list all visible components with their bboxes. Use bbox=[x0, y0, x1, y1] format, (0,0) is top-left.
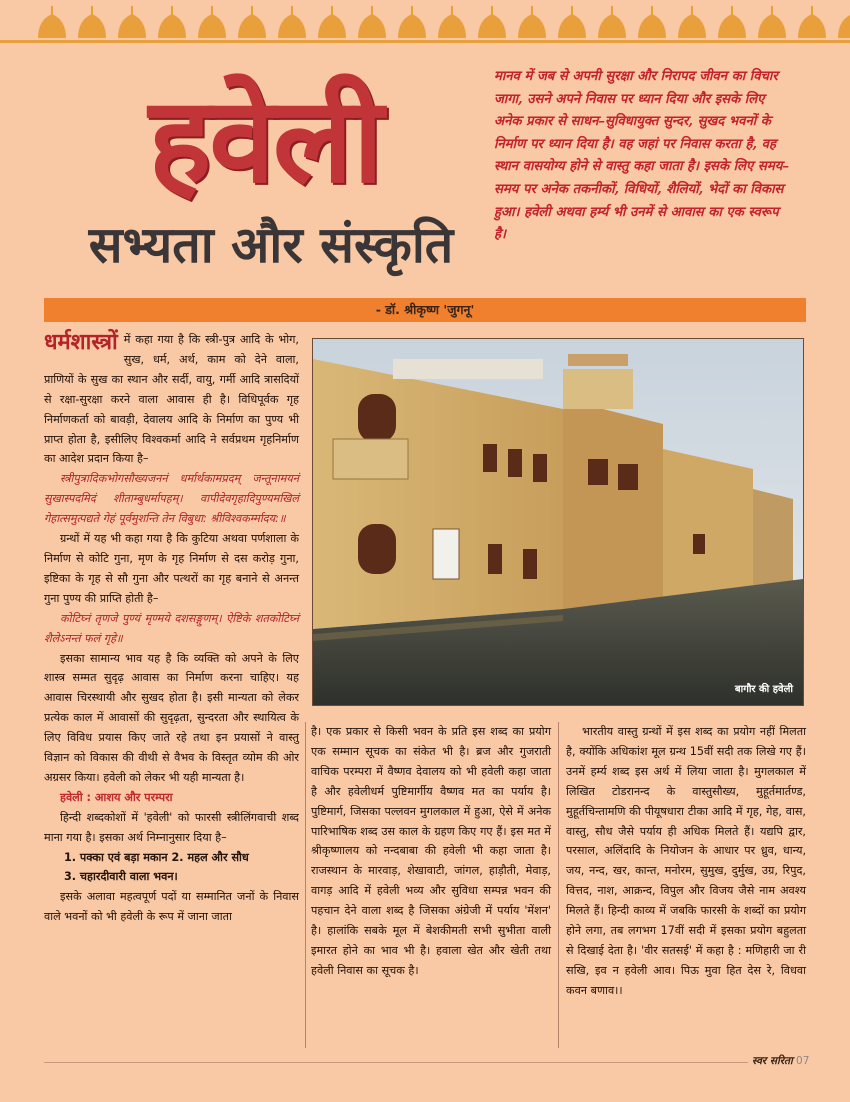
dome-spire bbox=[771, 6, 773, 15]
dome-spire bbox=[171, 6, 173, 15]
paragraph: इसके अलावा महत्वपूर्ण पदों या सम्मानित जनों के निवास वाले भवनों को भी हवेली के रूप में जाना जाता bbox=[44, 890, 299, 924]
photo-caption: बागौर की हवेली bbox=[734, 684, 793, 695]
dome-spire bbox=[531, 6, 533, 15]
paragraph: है। एक प्रकार से किसी भवन के प्रति इस शब्द का प्रयोग एक सम्मान सूचक का संकेत भी है। ब्रज और गुजराती वाचिक परम्परा में वैष्णव देवालय को भी हवेली कहा जाता है और हवेलीधर्म पुष्टिमार्गीय वैष्णव मत का पर्याय है। पुष्टिमार्ग, जिसका पल्लवन मुगलकाल में हुआ, ऐसे में अनेक पारिभाषिक शब्द उस काल के ग्रहण किए गए हैं। इस मत में श्रीकृष्णालय को नन्दबाबा की हवेली भी कहा जाता है। राजस्थान के मारवाड़, शेखावाटी, जांगल, हाड़ौती, मेवाड़, वागड़ आदि में हवेली भव्य और सुविधा सम्पन्न भवन की पहचान देने वाला शब्द है जिसका अंग्रेजी में पर्याय 'मेंशन' है। हालांकि सबके मूल में बेशकीमती सभी सुभीता वाली इमारत होने का भाव भी है। हवाला खेत और खेती तथा हवेली निवास का सूचक है। bbox=[311, 725, 551, 977]
dome-spire bbox=[91, 6, 93, 15]
dome-spire bbox=[491, 6, 493, 15]
lead-word: धर्मशास्त्रों bbox=[44, 330, 118, 355]
dome-spire bbox=[451, 6, 453, 15]
haveli-photo bbox=[312, 338, 804, 706]
dome-spire bbox=[651, 6, 653, 15]
column-divider bbox=[305, 722, 306, 1048]
paragraph: हिन्दी शब्दकोशों में 'हवेली' को फारसी स्त्रीलिंगवाची शब्द माना गया है। इसका अर्थ निम्नानुसार दिया है– bbox=[44, 810, 299, 844]
dome-spire bbox=[291, 6, 293, 15]
sanskrit-verse: कोटिघ्नं तृणजे पुण्यं मृण्मये दशसङ्गुणम्। ऐष्टिके शतकोटिघ्नं शैलेऽनन्तं फलं गृहे॥ bbox=[44, 611, 299, 645]
dome-spire bbox=[371, 6, 373, 15]
paragraph: इसका सामान्य भाव यह है कि व्यक्ति को अपने के लिए शास्त्र सम्मत सुदृढ़ आवास का निर्माण करना चाहिए। यह आवास चिरस्थायी और सुखद होता है। इसी मान्यता को लेकर प्रत्येक काल में आवासों की सुदृढ़ता, सुन्दरता और स्थायित्व के लिए विविध प्रयास किए जाते रहे तथा इन प्रयासों ने वास्तु विज्ञान को विकास की वीथी से वैभव के विस्तृत व्योम की ओर अग्रसर किया। हवेली को लेकर भी यही मान्यता है। bbox=[44, 651, 299, 784]
dome-spire bbox=[131, 6, 133, 15]
footer-rule bbox=[44, 1062, 748, 1063]
dome-spire bbox=[51, 6, 53, 15]
paragraph bbox=[44, 330, 299, 469]
column-divider bbox=[558, 722, 559, 1048]
magazine-name: स्वर सरिता bbox=[752, 1055, 793, 1067]
haveli-illustration bbox=[313, 339, 803, 705]
top-ornament-band bbox=[0, 0, 850, 46]
dome-spire bbox=[691, 6, 693, 15]
column-3 bbox=[566, 722, 806, 1001]
page-subtitle: सभ्यता और संस्कृति bbox=[88, 216, 454, 274]
page-title: हवेली bbox=[148, 71, 382, 209]
dome-spire bbox=[331, 6, 333, 15]
section-heading: हवेली : आशय और परम्परा bbox=[60, 790, 173, 804]
paragraph-text: में कहा गया है कि स्त्री-पुत्र आदि के भोग, सुख, धर्म, अर्थ, काम को देने वाला, प्राणियों के सुख का स्थान और सर्दी, वायु, गर्मी आदि त्रासदियों से रक्षा-सुरक्षा करने वाला आवास ही है। विधिपूर्वक गृह निर्माणकर्ता को बावड़ी, देवालय आदि के निर्माण का पुण्य भी प्राप्त होता है, इसीलिए विश्वकर्मा आदि ने सर्वप्रथम गृहनिर्माण का आदेश प्रदान किया है– bbox=[44, 333, 299, 466]
paragraph: भारतीय वास्तु ग्रन्थों में इस शब्द का प्रयोग नहीं मिलता है, क्योंकि अधिकांश मूल ग्रन्थ 15वीं सदी तक लिखे गए हैं। उनमें हर्म्य शब्द इस अर्थ में लिया जाता है। मुगलकाल में लिखित टोडरानन्द के वास्तुसौख्य, मुहूर्तमार्तण्ड, मुहूर्तचिन्तामणि की पीयूषधारा टीका आदि में गृह, गेह, वास, वास्तु, सौध जैसे पर्याय ही अधिक मिलते हैं। यद्यपि द्वार, परसाल, अलिंदादि के नियोजन के आधार पर ध्रुव, धान्य, जय, नन्द, खर, कान्त, मनोरम, सुमुख, दुर्मुख, उग्र, रिपुद, वित्तद, नाश, आक्रन्द, विपुल और विजय जैसे नाम अवश्य मिलते हैं। हिन्दी काव्य में जबकि फारसी के शब्दों का प्रयोग होने लगा, तब लगभग 17वीं सदी में इसका प्रयोग बहुलता से दिखाई देता है। 'वीर सतसई' में कहा है : मणिहारी जा री सखि, इव न हवेली आव। पिऊ मुवा हित देस रे, विधवा कवन बणाव।। bbox=[566, 725, 806, 997]
paragraph: ग्रन्थों में यह भी कहा गया है कि कुटिया अथवा पर्णशाला के निर्माण से कोटि गुना, मृण के गृह निर्माण से दस करोड़ गुना, इष्टिका के गृह से सौ गुना और पत्थरों का गृह बनाने से अनन्त गुना पुण्य की प्राप्ति होती है– bbox=[44, 532, 299, 605]
dome-spire bbox=[731, 6, 733, 15]
list-item: 1. पक्का एवं बड़ा मकान 2. महल और सौध bbox=[64, 850, 249, 864]
author-byline: - डॉ. श्रीकृष्ण 'जुगनू' bbox=[44, 298, 806, 322]
dome-spire bbox=[251, 6, 253, 15]
sanskrit-verse: स्त्रीपुत्रादिकभोगसौख्यजननं धर्मार्थकामप्रदम् जन्तूनामयनं सुखास्पदमिदं शीताम्बुधर्मापहम्। वापीदेवगृहादिपुण्यमखिलं गेहात्समुत्पद्यते गेहं पूर्वमुशन्ति तेन विबुधा: श्रीविश्वकर्म्मादय:॥ bbox=[44, 472, 299, 526]
dome-spire bbox=[811, 6, 813, 15]
column-1 bbox=[44, 330, 299, 927]
page-footer bbox=[752, 1054, 809, 1068]
intro-text: मानव में जब से अपनी सुरक्षा और निरापद जीवन का विचार जागा, उसने अपने निवास पर ध्यान दिया और इसके लिए अनेक प्रकार से साधन–सुविधायुक्त सुन्दर, सुखद भवनों के निर्माण पर ध्यान दिया है। वह जहां पर निवास करता है, वह स्थान वासयोग्य होने से वास्तु कहा जाता है। इसके लिए समय–समय पर अनेक तकनीकों, विधियों, शैलियों, भेदों का विकास हुआ। हवेली अथवा हर्म्य भी उनमें से आवास का एक स्वरूप है। bbox=[494, 69, 789, 243]
dome-spire bbox=[411, 6, 413, 15]
page-number: 07 bbox=[796, 1055, 810, 1067]
column-2 bbox=[311, 722, 551, 981]
dome-spire bbox=[211, 6, 213, 15]
dome-spire bbox=[611, 6, 613, 15]
list-item: 3. चहारदीवारी वाला भवन। bbox=[64, 870, 178, 884]
dome-spire bbox=[571, 6, 573, 15]
